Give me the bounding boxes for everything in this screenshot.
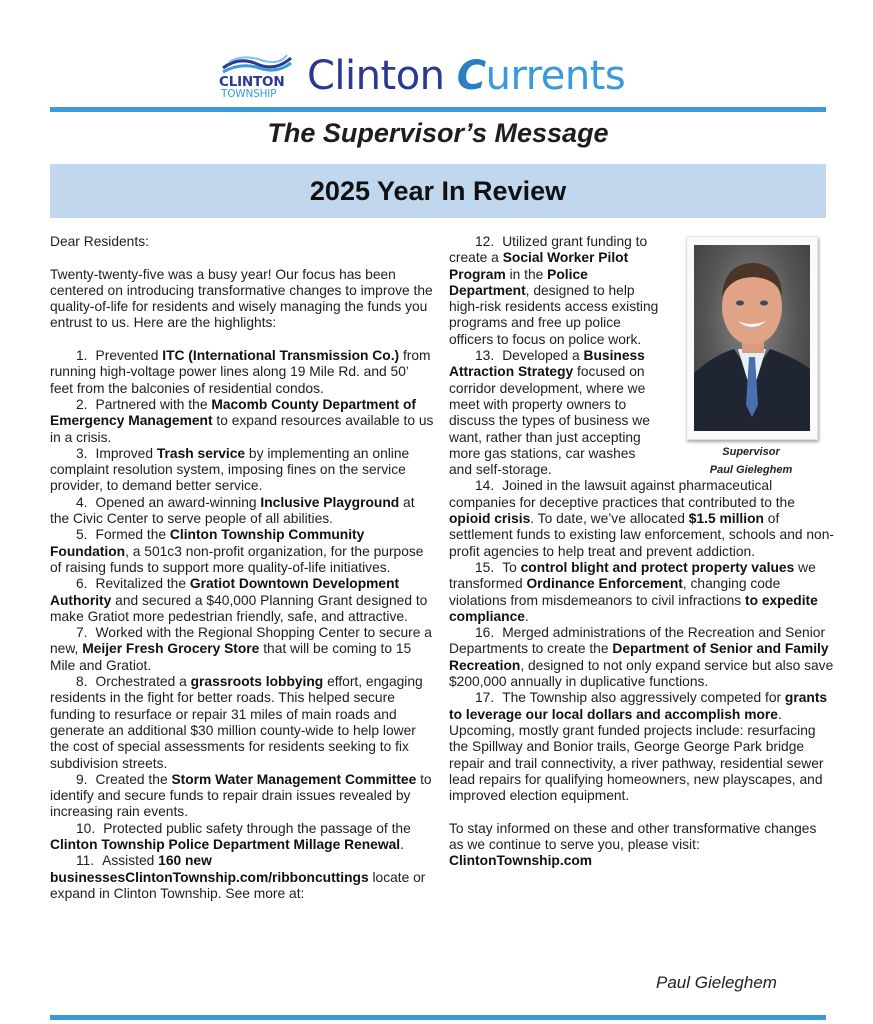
highlight-item — [50, 397, 435, 446]
item-bold-text: Meijer Fresh Grocery Store — [82, 641, 260, 657]
item-number — [50, 576, 96, 592]
item-number — [449, 478, 502, 494]
item-text: at the Civic Center to serve people of all abilities. — [50, 494, 415, 527]
item-number-text: 5. — [76, 527, 88, 543]
item-bold-text: Trash service — [156, 445, 246, 461]
item-text: Prevented — [95, 348, 163, 364]
highlight-item — [449, 234, 659, 348]
item-number-text: 16. — [475, 625, 495, 641]
item-bold-text: Gratiot Downtown Development Authority — [50, 576, 400, 608]
item-bold-text: $1.5 million — [688, 511, 764, 527]
item-bold-text: Clinton Township Community Foundation — [50, 527, 365, 559]
highlight-item — [50, 527, 435, 576]
highlight-item — [449, 348, 659, 478]
newsletter-title — [307, 48, 625, 104]
photo-caption-name: Paul Gieleghem — [709, 464, 793, 476]
item-number — [50, 853, 102, 869]
item-text: Assisted — [102, 853, 159, 869]
masthead — [215, 48, 665, 108]
item-text: . Upcoming, mostly grant funded projects include: resurfacing the Spillway and Bonior trails, George George Park bridge repair and trail connectivity, a river pathway, residential sewer lead repairs for qualifying homeowners, new playscapes, and improved election equipment. — [449, 706, 824, 804]
item-text: . — [524, 608, 529, 624]
item-number-text: 13. — [475, 348, 495, 364]
item-number — [50, 446, 96, 462]
item-number — [50, 772, 96, 788]
highlight-item — [50, 446, 435, 495]
signature: Paul Gieleghem — [656, 973, 777, 992]
brand-clinton: Clinton — [307, 53, 457, 99]
item-number-text: 14. — [475, 478, 495, 494]
item-number — [50, 821, 103, 837]
item-text: Protected public safety through the passage of the — [103, 820, 411, 836]
item-number — [449, 690, 502, 706]
item-text: Merged administrations of the Recreation and Senior Departments to create the — [449, 625, 826, 657]
item-text: , designed to not only expand service but also save $200,000 annually in duplicative functions. — [449, 657, 834, 690]
item-bold-text: 160 new businesses — [50, 853, 212, 885]
greeting: Dear Residents: — [50, 234, 149, 249]
supervisor-photo-frame — [686, 236, 818, 440]
item-text: Worked with the Regional Shopping Center to secure a new, — [50, 625, 432, 657]
item-bold-text: to expedite compliance — [449, 592, 818, 624]
website-link[interactable]: ClintonTownship.com — [449, 853, 593, 869]
highlight-item — [449, 625, 834, 690]
item-number-text: 11. — [76, 853, 95, 869]
item-text: Developed a — [502, 348, 584, 364]
swirl-c-icon: C — [456, 53, 486, 99]
item-number — [50, 527, 96, 543]
item-number — [449, 234, 502, 250]
year-in-review-banner: 2025 Year In Review — [50, 164, 826, 218]
closing-paragraph — [449, 821, 834, 870]
item-text: in the — [505, 266, 548, 282]
item-number-text: 15. — [475, 559, 495, 575]
highlight-item — [50, 625, 435, 674]
item-number-text: 6. — [76, 576, 88, 592]
item-bold-text: Department of Senior and Family Recreation — [449, 641, 829, 673]
item-text: Opened an award-winning — [95, 494, 261, 510]
item-text: Utilized grant funding to create a — [449, 234, 648, 266]
highlight-item — [50, 674, 435, 772]
highlight-item — [50, 821, 435, 854]
item-bold-text: grants to leverage our local dollars and accomplish more — [449, 690, 828, 722]
highlights-list-left — [50, 348, 435, 902]
item-bold-text: control blight and protect property values — [520, 559, 795, 575]
item-text: The Township also aggressively competed for — [502, 690, 785, 706]
item-text: To — [502, 559, 521, 575]
item-number-text: 9. — [76, 771, 88, 787]
logo-township-text: TOWNSHIP — [221, 88, 277, 100]
brand-currents: urrents — [485, 53, 626, 99]
item-text: Created the — [95, 771, 172, 787]
item-number — [50, 495, 96, 511]
item-text: Orchestrated a — [95, 674, 191, 690]
photo-caption-title: Supervisor — [722, 446, 780, 458]
page-heading: The Supervisor’s Message — [267, 118, 609, 148]
highlight-item — [449, 478, 834, 559]
highlight-item — [50, 495, 435, 528]
item-text: , designed to help high-risk residents access existing programs and free up police officers to focus on police work. — [449, 282, 659, 347]
item-text: , changing code violations from misdemeanors to civil infractions — [449, 576, 781, 608]
item-number-text: 2. — [76, 396, 88, 412]
item-text: of settlement funds to existing law enforcement, schools and non-profit agencies to help treat and prevent addiction. — [449, 511, 834, 559]
township-logo — [215, 54, 299, 102]
supervisor-photo — [694, 245, 810, 431]
item-bold-text: Clinton Township Police Department Millage Renewal — [50, 836, 401, 852]
item-number-text: 1. — [76, 348, 88, 364]
item-text: locate or expand in Clinton Township. See more at: — [50, 869, 426, 901]
item-bold-text: Inclusive Playground — [260, 494, 400, 510]
item-number-text: 8. — [76, 674, 88, 690]
item-number — [50, 348, 96, 364]
intro-paragraph: Twenty-twenty-five was a busy year! Our focus has been centered on introducing transformative changes to improve the quality-of-life for residents and wisely managing the funds you entrust to us. Here are the highlights: — [50, 266, 433, 331]
left-column — [50, 234, 435, 902]
item-number — [449, 560, 502, 576]
highlight-item — [50, 853, 435, 902]
logo-clinton-text: CLINTON — [219, 74, 285, 90]
item-number-text: 7. — [76, 625, 88, 641]
portrait-image — [694, 245, 810, 431]
item-number-text: 10. — [76, 820, 96, 836]
item-bold-text: ITC (International Transmission Co.) — [162, 348, 400, 364]
item-bold-text: Macomb County Department of Emergency Management — [50, 396, 416, 429]
item-number-text: 3. — [76, 445, 88, 461]
item-text: . To date, we’ve allocated — [530, 511, 689, 527]
item-text: effort, engaging residents in the fight for better roads. This helped secure funding to resurface or repair 31 miles of main roads and generate an additional $30 million county-wide to help lower the cost of special assessments for residents seeking to fix subdivision streets. — [50, 674, 423, 771]
item-bold-text: grassroots lobbying — [190, 674, 324, 690]
highlight-item — [449, 560, 834, 625]
item-text: by implementing an online complaint resolution system, imposing fines on the service provider, to demand better service. — [50, 445, 410, 494]
item-number — [50, 625, 96, 641]
item-text: and secured a $40,000 Planning Grant designed to make Gratiot more pedestrian friendly, safe, and attractive. — [50, 592, 428, 624]
closing-text: To stay informed on these and other transformative changes as we continue to serve you, please visit: — [449, 820, 817, 852]
item-text: Joined in the lawsuit against pharmaceutical companies for deceptive practices that contributed to the — [449, 478, 795, 510]
top-divider — [50, 107, 826, 112]
item-bold-text: Ordinance Enforcement — [526, 576, 683, 592]
wave-logo-icon — [221, 54, 293, 74]
item-number-text: 17. — [475, 690, 495, 706]
item-number — [50, 674, 96, 690]
item-number — [50, 397, 96, 413]
item-bold-text: opioid crisis — [449, 511, 531, 527]
ribbon-cuttings-link[interactable]: ClintonTownship.com/ribboncuttings — [125, 869, 369, 885]
highlight-item — [50, 348, 435, 397]
item-number — [449, 625, 502, 641]
item-text: to identify and secure funds to repair drain issues revealed by increasing rain events. — [50, 771, 432, 820]
item-number-text: 12. — [475, 234, 495, 249]
highlight-item — [50, 576, 435, 625]
item-text: Revitalized the — [95, 576, 190, 592]
item-number-text: 4. — [76, 494, 88, 510]
item-text: to expand resources available to us in a crisis. — [50, 413, 434, 445]
item-text: , a 501c3 non-profit organization, for the purpose of raising funds to support more quality-of-life initiatives. — [50, 543, 424, 575]
item-bold-text: Business Attraction Strategy — [449, 348, 645, 380]
item-text: Improved — [95, 445, 157, 461]
highlight-item — [449, 690, 834, 804]
item-text: from running high-voltage power lines along 19 Mile Rd. and 50’ feet from the balconies of residential condos. — [50, 348, 431, 396]
item-text: Partnered with the — [95, 396, 212, 412]
highlight-item — [50, 772, 435, 821]
item-text: Formed the — [95, 527, 170, 543]
item-bold-text: Police Department — [449, 266, 588, 298]
item-text: we transformed — [449, 559, 816, 592]
item-text: focused on corridor development, where we meet with property owners to discuss the types of business we want, rather than just accepting more gas stations, car washes and self-storage. — [449, 364, 650, 478]
bottom-divider — [50, 1015, 826, 1020]
item-number — [449, 348, 502, 364]
item-bold-text: Storm Water Management Committee — [171, 771, 417, 787]
item-bold-text: Social Worker Pilot Program — [449, 250, 629, 282]
item-text: . — [400, 836, 404, 852]
item-text: that will be coming to 15 Mile and Gratiot. — [50, 641, 412, 673]
